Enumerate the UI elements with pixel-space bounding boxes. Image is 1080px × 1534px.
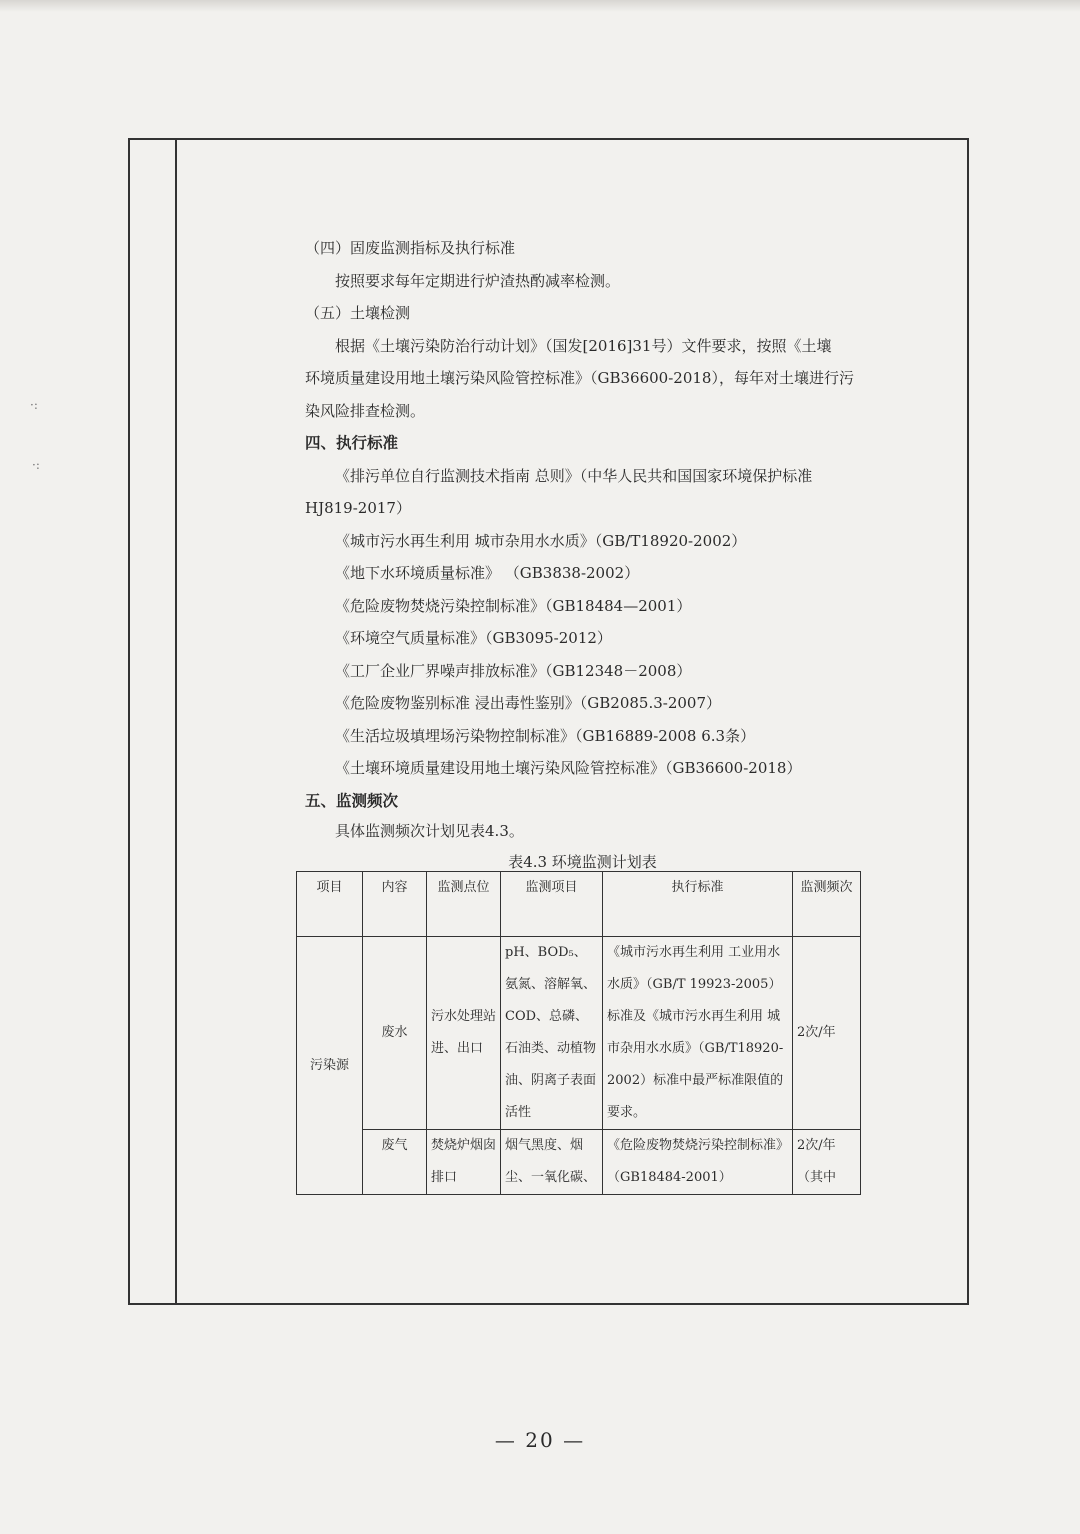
frequency-cell: 2次/年（其中 — [793, 1130, 861, 1195]
paragraph: 染风险排查检测。 — [305, 401, 426, 420]
page-number: — 20 — — [494, 1428, 586, 1452]
table-header-cell: 监测项目 — [501, 872, 603, 937]
table-row — [297, 937, 861, 1130]
paragraph: 具体监测频次计划见表4.3。 — [335, 822, 524, 840]
frequency-cell: 2次/年 — [793, 937, 861, 1130]
section-heading: 四、执行标准 — [305, 433, 399, 452]
paragraph: 环境质量建设用地土壤污染风险管控标准》（GB36600-2018），每年对土壤进行污 — [305, 369, 854, 387]
binding-rule — [175, 140, 177, 1303]
standard-item: 《城市污水再生利用 城市杂用水水质》（GB/T18920-2002） — [335, 531, 747, 550]
paragraph: 按照要求每年定期进行炉渣热酌减率检测。 — [335, 271, 621, 290]
group-cell: 污染源 — [297, 937, 363, 1195]
content-cell: 废气 — [363, 1130, 427, 1195]
margin-mark: ·: — [32, 458, 40, 472]
table-header-cell: 内容 — [363, 872, 427, 937]
standard-cell: 《城市污水再生利用 工业用水水质》（GB/T 19923-2005）标准及《城市污水再生利用 城市杂用水水质》（GB/T18920-2002）标准中最严标准限值的要求。 — [603, 937, 793, 1130]
table-header-cell: 执行标准 — [603, 872, 793, 937]
standard-item: 《土壤环境质量建设用地土壤污染风险管控标准》（GB36600-2018） — [335, 759, 802, 777]
document-body — [305, 232, 860, 879]
items-cell: pH、BOD₅、氨氮、溶解氧、COD、总磷、石油类、动植物油、阴离子表面活性 — [501, 937, 603, 1130]
standard-item: 《地下水环境质量标准》 （GB3838-2002） — [335, 564, 640, 582]
monitoring-plan-table — [296, 871, 861, 1195]
page-top-edge — [0, 0, 1080, 12]
standard-cell: 《危险废物焚烧污染控制标准》（GB18484-2001） — [603, 1130, 793, 1195]
section-heading: 五、监测频次 — [305, 790, 399, 810]
standard-item: 《排污单位自行监测技术指南 总则》（中华人民共和国国家环境保护标准 — [335, 466, 813, 485]
subsection-heading: （五）土壤检测 — [305, 304, 411, 322]
table-header-cell: 监测点位 — [427, 872, 501, 937]
items-cell: 烟气黑度、烟尘、一氧化碳、 — [501, 1130, 603, 1195]
point-cell: 污水处理站进、出口 — [427, 937, 501, 1130]
table-header-row — [297, 872, 861, 937]
margin-mark: ·: — [30, 398, 38, 412]
standard-item: 《工厂企业厂界噪声排放标准》（GB12348－2008） — [335, 661, 692, 680]
standard-item: 《危险废物焚烧污染控制标准》（GB18484—2001） — [335, 596, 692, 615]
content-cell: 废水 — [363, 937, 427, 1130]
standard-item: 《危险废物鉴别标准 浸出毒性鉴别》（GB2085.3-2007） — [335, 694, 722, 712]
standard-item: 《环境空气质量标准》（GB3095-2012） — [335, 629, 612, 647]
table-row — [297, 1130, 861, 1195]
subsection-heading: （四）固废监测指标及执行标准 — [305, 239, 516, 257]
table-header-cell: 监测频次 — [793, 872, 861, 937]
table-header-cell: 项目 — [297, 872, 363, 937]
paragraph: 根据《土壤污染防治行动计划》（国发[2016]31号）文件要求，按照《土壤 — [335, 336, 832, 355]
standard-item: 《生活垃圾填埋场污染物控制标准》（GB16889-2008 6.3条） — [335, 726, 756, 745]
standard-item: HJ819-2017） — [305, 499, 411, 517]
table-caption: 表4.3 环境监测计划表 — [508, 853, 657, 871]
point-cell: 焚烧炉烟囱排口 — [427, 1130, 501, 1195]
